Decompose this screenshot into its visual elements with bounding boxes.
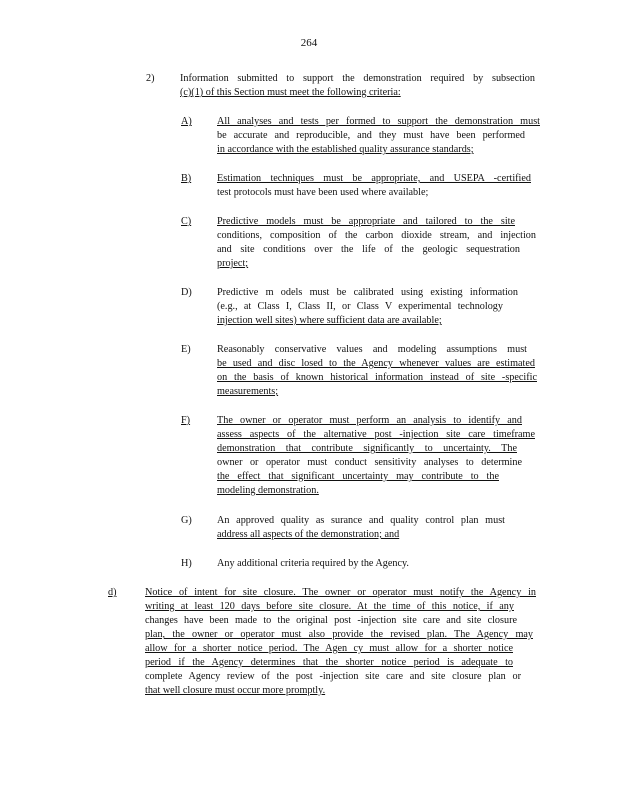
item-2-line: (c)(1) of this Section must meet the following criteria: xyxy=(180,87,401,98)
criterion-f-line: assess aspects of the alternative post -injection site care timeframe xyxy=(217,429,535,440)
item-d-line: period if the Agency determines that the shorter notice period is adequate to xyxy=(145,657,513,668)
criterion-c-marker: C) xyxy=(181,216,192,227)
criterion-c-line: conditions, composition of the carbon dioxide stream, and injection xyxy=(217,230,536,241)
item-d-line: plan, the owner or operator must also provide the revised plan. The Agency may xyxy=(145,629,533,640)
criterion-a-line: All analyses and tests per formed to support the demonstration must xyxy=(217,116,540,127)
criterion-c-line: Predictive models must be appropriate and tailored to the site xyxy=(217,216,515,227)
criterion-e-line: be used and disc losed to the Agency whenever values are estimated xyxy=(217,358,535,369)
item-2-marker: 2) xyxy=(146,73,155,84)
criterion-d-line: Predictive m odels must be calibrated using existing information xyxy=(217,287,518,298)
criterion-a-marker: A) xyxy=(181,116,192,127)
item-d-line: complete Agency review of the post -injection site care and site closure plan or xyxy=(145,671,521,682)
criterion-e-marker: E) xyxy=(181,344,191,355)
criterion-f-line: owner or operator must conduct sensitivity analyses to determine xyxy=(217,457,522,468)
criterion-g-marker: G) xyxy=(181,515,192,526)
item-d-line: that well closure must occur more promptly. xyxy=(145,685,326,696)
criterion-g-line: address all aspects of the demonstration; and xyxy=(217,529,400,540)
criterion-a-line: be accurate and reproducible, and they must have been performed xyxy=(217,130,525,141)
criterion-b-line: test protocols must have been used where available; xyxy=(217,187,429,198)
criterion-a-line: in accordance with the established quality assurance standards; xyxy=(217,144,474,155)
criterion-e-line: Reasonably conservative values and modeling assumptions must xyxy=(217,344,527,355)
criterion-c-line: and site conditions over the life of the geologic sequestration xyxy=(217,244,520,255)
criterion-d-line: injection well sites) where sufficient data are available; xyxy=(217,315,442,326)
criterion-b-marker: B) xyxy=(181,173,192,184)
criterion-g-line: An approved quality as surance and quality control plan must xyxy=(217,515,505,526)
criterion-h-marker: H) xyxy=(181,558,192,569)
criterion-f-line: modeling demonstration. xyxy=(217,485,319,496)
criterion-e-line: on the basis of known historical information instead of site -specific xyxy=(217,372,537,383)
criterion-e-line: measurements; xyxy=(217,386,279,397)
item-d-line: allow for a shorter notice period. The Agen cy must allow for a shorter notice xyxy=(145,643,513,654)
criterion-f-line: the effect that significant uncertainty may contribute to the xyxy=(217,471,499,482)
criterion-d-line: (e.g., at Class I, Class II, or Class V experimental technology xyxy=(217,301,503,312)
item-d-line: Notice of intent for site closure. The owner or operator must notify the Agency in xyxy=(145,587,536,598)
criterion-h-line: Any additional criteria required by the Agency. xyxy=(217,558,409,569)
criterion-d-marker: D) xyxy=(181,287,192,298)
item-2-line: Information submitted to support the demonstration required by subsection xyxy=(180,73,535,84)
criterion-c-line: project; xyxy=(217,258,249,269)
criterion-f-line: demonstration that contribute significantly to uncertainty. The xyxy=(217,443,517,454)
item-d-marker: d) xyxy=(108,587,117,598)
criterion-b-line: Estimation techniques must be appropriate, and USEPA -certified xyxy=(217,173,531,184)
page-number: 264 xyxy=(300,37,318,49)
criterion-f-line: The owner or operator must perform an analysis to identify and xyxy=(217,415,522,426)
item-d-line: changes have been made to the original post -injection site care and site closure xyxy=(145,615,517,626)
item-d-line: writing at least 120 days before site closure. At the time of this notice, if any xyxy=(145,601,514,612)
criterion-f-marker: F) xyxy=(181,415,191,426)
